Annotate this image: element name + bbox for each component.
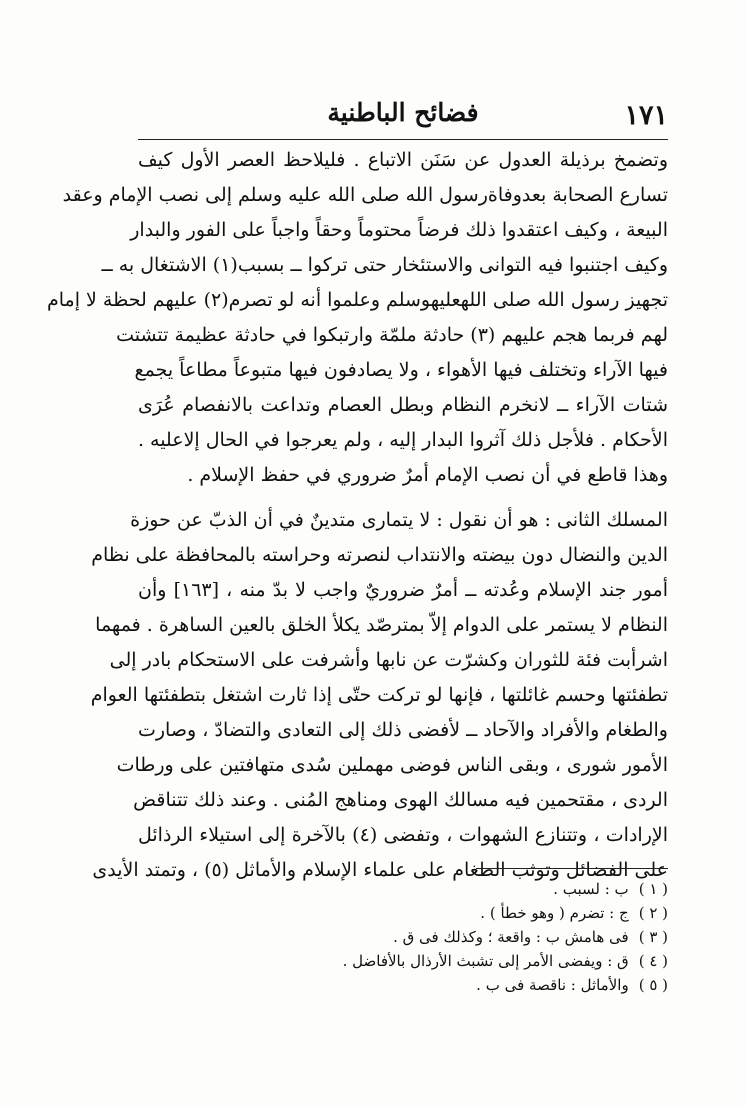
text-line: البيعة ، وكيف اعتقدوا ذلك فرضاً محتوماً وحقاً واجباً على الفور والبدار (130, 219, 668, 241)
text-line: أمور جند الإسلام وعُدته ــ أمرٌ ضروريٌ واجب لا بدّ منه ، [١٦٣] وأن (138, 579, 668, 601)
text-line: النظام لا يستمر على الدوام إلاّ بمترصّد يكلأ الخلق بالعين الساهرة . فمهما (95, 614, 668, 636)
text-line: وهذا قاطع في أن نصب الإمام أمرٌ ضروري في حفظ الإسلام . (187, 464, 668, 486)
running-title: فضائح الباطنية (327, 98, 479, 127)
text-line: وتضمخ برذيلة العدول عن سَنَن الاتباع . فليلاحظ العصر الأول كيف (138, 149, 668, 171)
paragraph-2 (90, 503, 668, 888)
footnote-number: ( ٥ ) (638, 976, 668, 994)
text-line: وكيف اجتنبوا فيه التوانى والاستئخار حتى تركوا ــ بسبب(١) الاشتغال به ــ (101, 254, 668, 276)
text-line: والطغام والأفراد والآحاد ــ لأفضى ذلك إلى التعادى والتضادّ ، وصارت (138, 719, 668, 741)
footnote-number: ( ٢ ) (638, 904, 668, 922)
text-line: لهم فربما هجم عليهم (٣) حادثة ملمّة وارتبكوا في حادثة عظيمة تتشتت (116, 324, 668, 346)
footnote-number: ( ١ ) (638, 880, 668, 898)
page-number: ١٧١ (624, 100, 668, 131)
paragraph-1 (47, 143, 668, 493)
text-line: فيها الآراء وتختلف فيها الأهواء ، ولا يصادفون فيها متبوعاً مطاعاً يجمع (134, 359, 668, 381)
footnote-text: ب : لسبب . (553, 880, 629, 898)
footnote-number: ( ٣ ) (638, 928, 668, 946)
footnotes (220, 877, 668, 997)
text-line: الإرادات ، وتتنازع الشهوات ، وتفضى (٤) بالآخرة إلى استيلاء الرذائل (138, 824, 668, 846)
header-rule (138, 139, 668, 140)
footnote-text: ج : تضرم ( وهو خطأ ) . (480, 904, 629, 922)
footnote (220, 877, 668, 901)
text-line: على الفضائل وتوثب الطغام على علماء الإسلام والأماثل (٥) ، وتمتد الأيدى (92, 859, 668, 881)
text-line: الأحكام . فلأجل ذلك آثروا البدار إليه ، ولم يعرجوا في الحال إلاعليه . (137, 429, 668, 451)
text-line: الدين والنضال دون بيضته والانتداب لنصرته وحراسته بالمحافظة على نظام (91, 544, 668, 566)
footnote (220, 949, 668, 973)
footnote (220, 925, 668, 949)
body-text (47, 143, 668, 888)
footnote-number: ( ٤ ) (638, 952, 668, 970)
footnote-text: ق : ويفضى الأمر إلى تشبث الأرذال بالأفاضل . (342, 952, 629, 970)
text-line: الأمور شورى ، وبقى الناس فوضى مهملين سُدى متهافتين على ورطات (116, 754, 668, 776)
page-header (138, 96, 668, 136)
text-line: شتات الآراء ــ لانخرم النظام وبطل العصام وتداعت بالانفصام عُرَى (138, 394, 668, 416)
paragraph-gap (138, 493, 668, 503)
text-line: تسارع الصحابة بعدوفاةرسول الله صلى الله عليه وسلم إلى نصب الإمام وعقد (62, 184, 668, 206)
text-line: المسلك الثانى : هو أن نقول : لا يتمارى متدينٌ في أن الذبّ عن حوزة (130, 509, 668, 531)
footnote-text: فى هامش ب : واقعة ؛ وكذلك فى ق . (393, 928, 629, 946)
text-line: اشرأبت فئة للثوران وكشرّت عن نابها وأشرفت على الاستحكام بادر إلى (109, 649, 668, 671)
text-line: تجهيز رسول الله صلى اللهعليهوسلم وعلموا أنه لو تصرم(٢) عليهم لحظة لا إمام (47, 289, 668, 311)
footnote (220, 973, 668, 997)
footnote-rule (476, 868, 668, 869)
text-line: تطفئتها وحسم غائلتها ، فإنها لو تركت حتّى إذا ثارت اشتغل بتطفئتها العوام (90, 684, 668, 706)
footnote-text: والأماثل : ناقصة فى ب . (476, 976, 629, 994)
text-line: الردى ، مقتحمين فيه مسالك الهوى ومناهج المُنى . وعند ذلك تتناقض (133, 789, 668, 811)
footnote (220, 901, 668, 925)
